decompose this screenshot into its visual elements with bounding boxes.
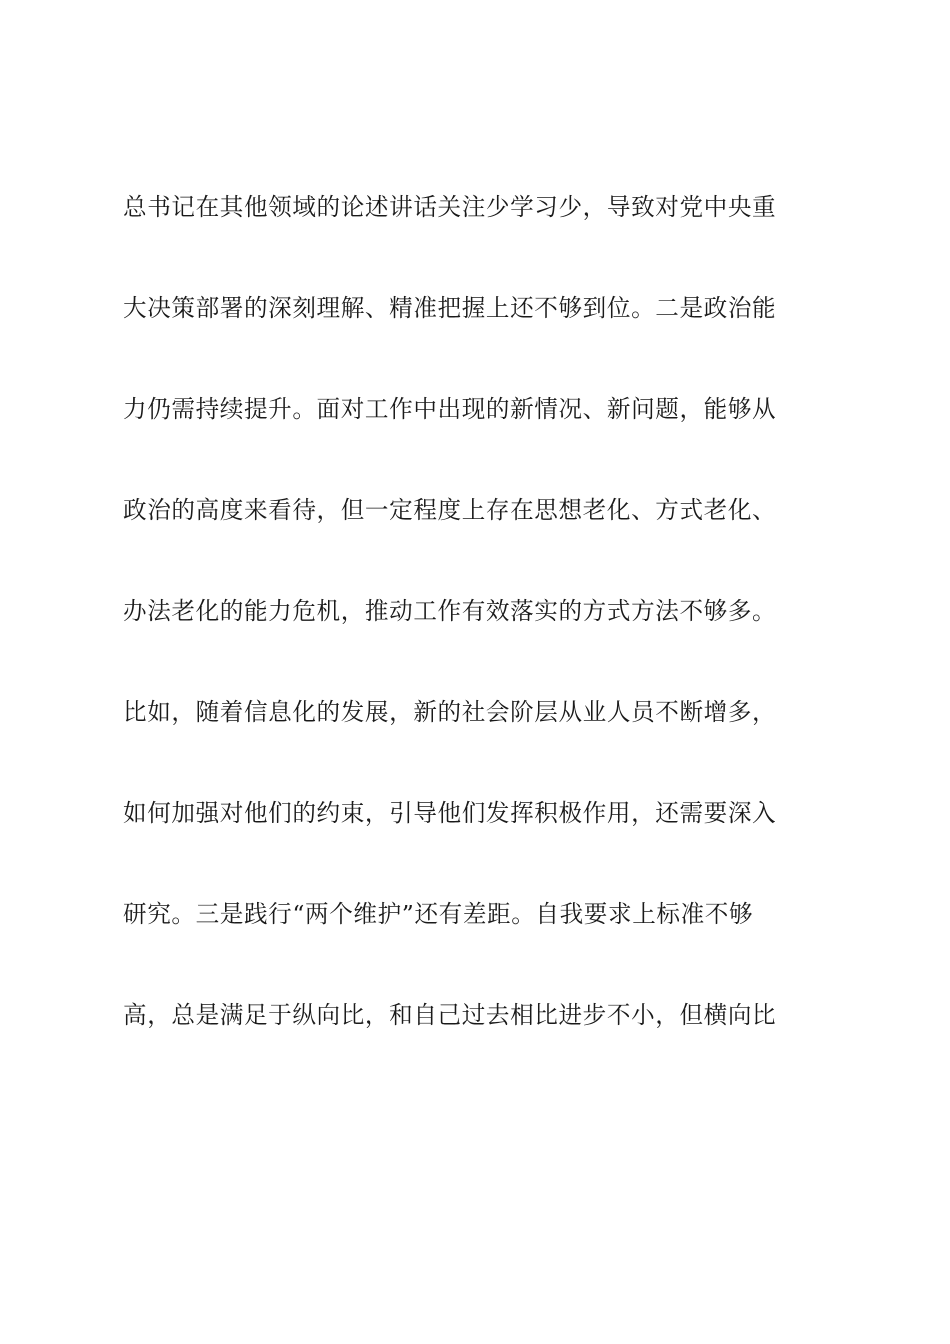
body-text [123,181,823,1090]
text-line-7: 如何加强对他们的约束，引导他们发挥积极作用，还需要深入 [123,799,777,827]
text-line-3: 力仍需持续提升。面对工作中出现的新情况、新问题，能够从 [123,395,777,423]
text-line-6: 比如，随着信息化的发展，新的社会阶层从业人员不断增多， [123,698,777,726]
text-line-1: 总书记在其他领域的论述讲话关注少学习少，导致对党中央重 [123,193,777,221]
text-line-5: 办法老化的能力危机，推动工作有效落实的方式方法不够多。 [123,597,777,625]
text-line-4: 政治的高度来看待，但一定程度上存在思想老化、方式老化、 [123,496,777,524]
text-line-9: 高，总是满足于纵向比，和自己过去相比进步不小，但横向比 [123,1001,777,1029]
text-line-8: 研究。三是践行“两个维护”还有差距。自我要求上标准不够 [123,900,754,928]
text-line-2: 大决策部署的深刻理解、精准把握上还不够到位。二是政治能 [123,294,777,322]
